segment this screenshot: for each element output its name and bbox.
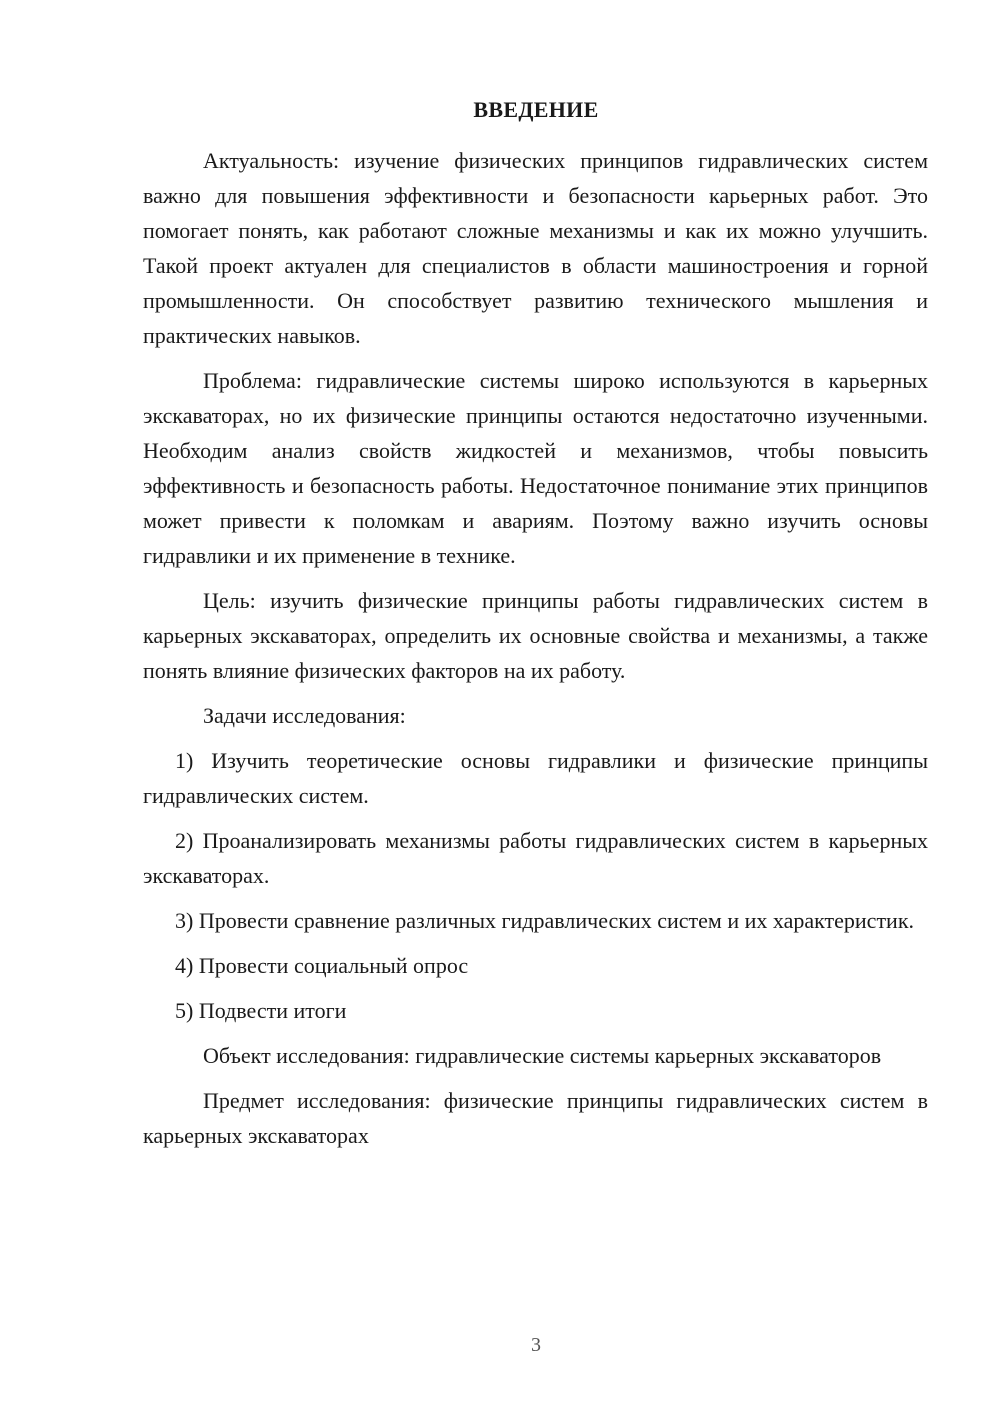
- task-item-1: 1) Изучить теоретические основы гидравлики и физические принципы гидравлических систем.: [143, 748, 928, 808]
- task-item-2: 2) Проанализировать механизмы работы гидравлических систем в карьерных экскаваторах.: [143, 828, 928, 888]
- paragraph-goal: Цель: изучить физические принципы работы гидравлических систем в карьерных экскаваторах, определить их основные свойства и механизмы, а также понять влияние физических факторов на их работу.: [143, 588, 928, 683]
- page-number: 3: [531, 1334, 541, 1356]
- paragraph-tasks-heading: Задачи исследования:: [203, 703, 406, 728]
- paragraph-research-subject: Предмет исследования: физические принципы гидравлических систем в карьерных экскаваторах: [143, 1088, 928, 1148]
- paragraph-research-object: Объект исследования: гидравлические системы карьерных экскаваторов: [203, 1043, 882, 1068]
- paragraph-problem: Проблема: гидравлические системы широко используются в карьерных экскаваторах, но их физические принципы остаются недостаточно изученными. Необходим анализ свойств жидкостей и механизмов, чтобы повысить эффективность и безопасность работы. Недостаточное понимание этих принципов может привести к поломкам и авариям. Поэтому важно изучить основы гидравлики и их применение в технике.: [143, 368, 928, 568]
- section-title: ВВЕДЕНИЕ: [473, 97, 599, 122]
- task-item-4: 4) Провести социальный опрос: [175, 953, 469, 978]
- task-item-5: 5) Подвести итоги: [175, 998, 347, 1023]
- paragraph-relevance: Актуальность: изучение физических принципов гидравлических систем важно для повышения эффективности и безопасности карьерных работ. Это помогает понять, как работают сложные механизмы и как их можно улучшить. Такой проект актуален для специалистов в области машиностроения и горной промышленности. Он способствует развитию технического мышления и практических навыков.: [143, 148, 928, 348]
- task-item-3: 3) Провести сравнение различных гидравлических систем и их характеристик.: [175, 908, 915, 933]
- document-body: [143, 143, 928, 1163]
